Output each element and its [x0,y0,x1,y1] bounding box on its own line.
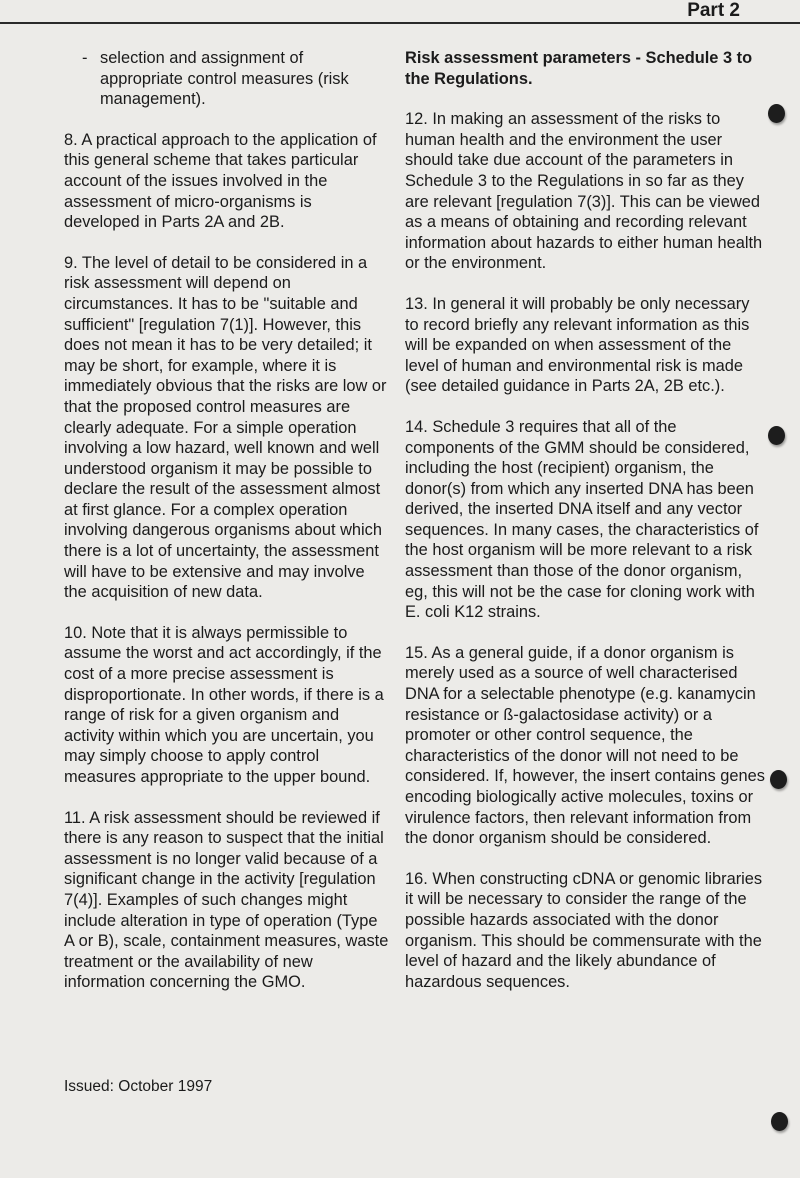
bullet-text: selection and assignment of appropriate control measures (risk management). [100,49,349,109]
section-heading: Risk assessment parameters - Schedule 3 to the Regulations. [405,49,753,88]
paragraph-9: 9. The level of detail to be considered in a risk assessment will depend on circumstances. It has to be "suitable and sufficient" [regulation 7(1)]. However, this does not mean it has to be very detailed; it may be short, for example, where it is immediately obvious that the risks are low or that the proposed control measures are clearly adequate. For a simple operation involving a low hazard, well known and well understood organism it may be possible to declare the result of the assessment almost at first glance. For a complex operation involving dangerous organisms about which there is a lot of uncertainty, the assessment will have to be extensive and may involve the acquisition of new data. [64,253,387,602]
bullet-item [64,48,390,110]
paragraph-11: 11. A risk assessment should be reviewed if there is any reason to suspect that the initial assessment is no longer valid because of a significant change in the activity [regulation 7(4)]. Examples of such changes might include alteration in type of operation (Type A or B), scale, containment measures, waste treatment or the availability of new information concerning the GMO. [64,808,389,992]
punch-hole-icon [768,104,785,123]
bullet-dash: - [82,49,88,67]
header-rule [0,22,800,24]
paragraph-8: 8. A practical approach to the application of this general scheme that takes particular account of the issues involved in the assessment of micro-organisms is developed in Parts 2A and 2B. [64,130,377,232]
paragraph-14: 14. Schedule 3 requires that all of the components of the GMM should be considered, including the host (recipient) organism, the donor(s) from which any inserted DNA has been derived, the inserted DNA itself and any vector sequences. In many cases, the characteristics of the host organism will be more relevant to a risk assessment than those of the donor organism, eg, this will not be the case for cloning work with E. coli K12 strains. [405,417,759,622]
right-column [405,48,765,1012]
part-label: Part 2 [687,0,740,21]
paragraph-12: 12. In making an assessment of the risks to human health and the environment the user should take due account of the parameters in Schedule 3 to the Regulations in so far as they are relevant [regulation 7(3)]. This can be viewed as a means of obtaining and recording relevant information about hazards to either human health or the environment. [405,110,763,273]
punch-hole-icon [770,770,787,789]
paragraph-10: 10. Note that it is always permissible to assume the worst and act accordingly, if the cost of a more precise assessment is disproportionate. In other words, if there is a range of risk for a given organism and activity within which you are uncertain, you may simply choose to apply control measures appropriate to the upper bound. [64,623,384,786]
paragraph-16: 16. When constructing cDNA or genomic libraries it will be necessary to consider the range of the possible hazards associated with the donor organism. This should be commensurate with the level of hazard and the likely abundance of hazardous sequences. [405,869,763,991]
issued-date: Issued: October 1997 [64,1078,213,1095]
punch-hole-icon [768,426,785,445]
left-column [64,48,390,1013]
punch-hole-icon [771,1112,788,1131]
paragraph-15: 15. As a general guide, if a donor organism is merely used as a source of well characterised DNA for a selectable phenotype (e.g. kanamycin resistance or ß-galactosidase activity) or a promoter or other control sequence, the characteristics of the donor will not need to be considered. If, however, the insert contains genes encoding biologically active molecules, toxins or virulence factors, then relevant information from the donor organism should be considered. [405,643,765,848]
paragraph-13: 13. In general it will probably be only necessary to record briefly any relevant information as this will be expanded on when assessment of the level of human and environmental risk is made (see detailed guidance in Parts 2A, 2B etc.). [405,294,750,396]
